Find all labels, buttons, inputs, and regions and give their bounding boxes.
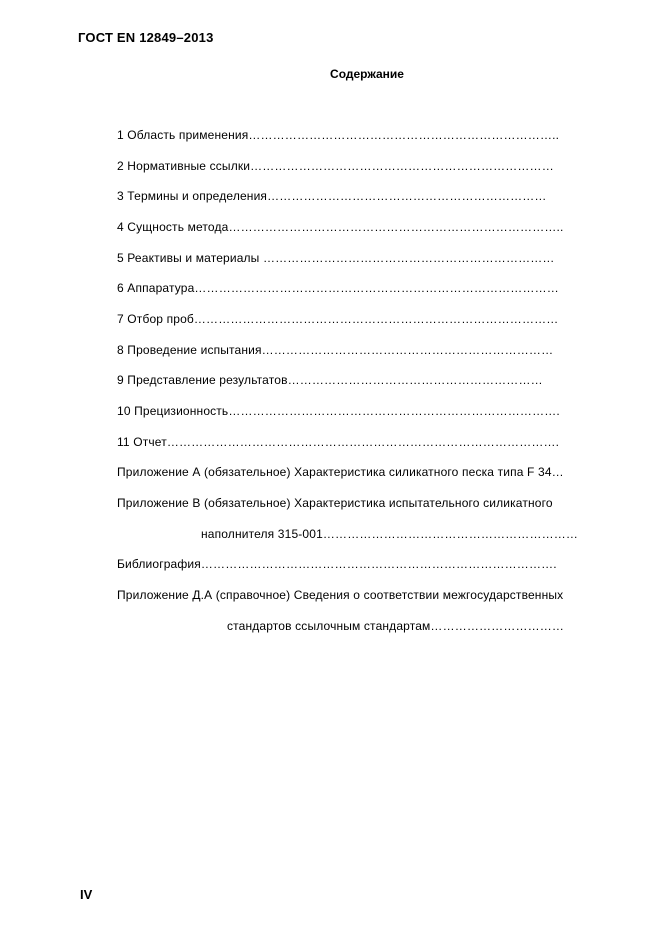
toc-entry-method-principle: 4 Сущность метода……………………………………………………………………….. [117, 220, 564, 234]
toc-title: Содержание [330, 67, 404, 81]
toc-entry-report: 11 Отчет……………………………………………………………………………………. [117, 435, 560, 449]
toc-entry-scope: 1 Область применения………………………………………………………………….. [117, 128, 560, 142]
toc-entry-annex-da: Приложение Д.А (справочное) Сведения о соответствии межгосударственных [117, 588, 564, 602]
toc-entry-bibliography: Библиография……………………………………………………………………………. [117, 557, 557, 571]
toc-entry-results: 9 Представление результатов……………………………………………………… [117, 373, 543, 387]
toc-entry-sampling: 7 Отбор проб……………………………………………………………………………… [117, 312, 559, 326]
toc-entry-apparatus: 6 Аппаратура……………………………………………………………………………… [117, 281, 559, 295]
toc-entry-reagents-materials: 5 Реактивы и материалы ……………………………………………………………… [117, 251, 555, 265]
toc-entry-annex-da-continuation: стандартов ссылочным стандартам…………………………… [227, 619, 565, 633]
standard-code-header: ГОСТ EN 12849–2013 [78, 30, 214, 45]
toc-entry-terms-definitions: 3 Термины и определения…………………………………………………………… [117, 189, 547, 203]
toc-entry-test-procedure: 8 Проведение испытания……………………………………………………………… [117, 343, 554, 357]
toc-entry-annex-a: Приложение А (обязательное) Характеристика силикатного песка типа F 34… [117, 465, 564, 479]
page-number: IV [80, 887, 93, 902]
toc-entry-annex-b: Приложение В (обязательное) Характеристика испытательного силикатного [117, 496, 553, 510]
toc-entry-annex-b-continuation: наполнителя 315-001……………………………………………………… [201, 527, 579, 541]
toc-entry-normative-references: 2 Нормативные ссылки………………………………………………………………… [117, 159, 554, 173]
toc-entry-precision: 10 Прецизионность………………………………………………………………………. [117, 404, 560, 418]
